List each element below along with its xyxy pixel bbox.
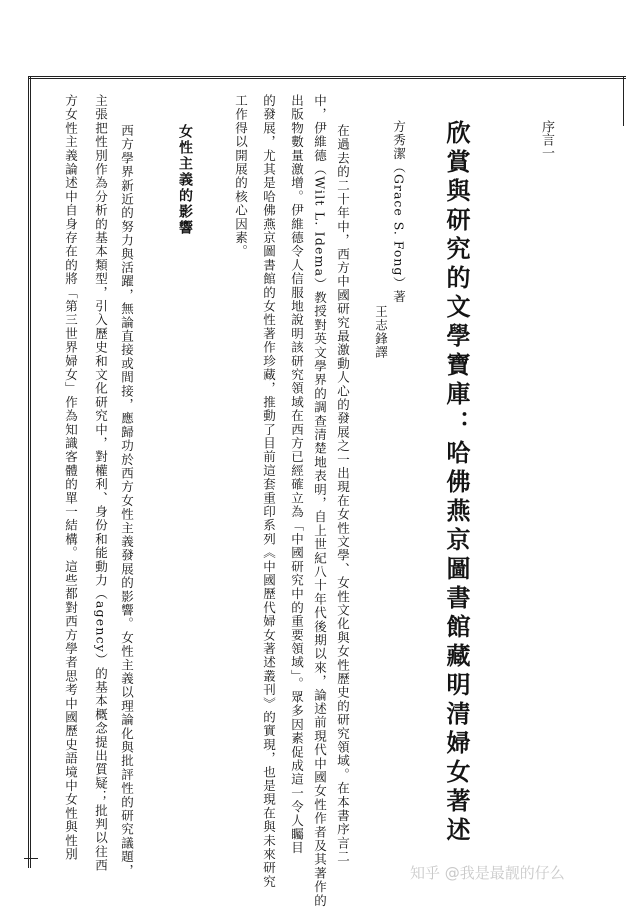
- page-frame-right-rule: [623, 76, 624, 126]
- intro-column-1: 在過去的二十年中，西方中國研究最激動人心的發展之一出現在女性文學、女性文化與女性歷史的研究領域。在本書序言二: [335, 124, 351, 864]
- section-column-3: 方女性主義論述中自身存在的將「第三世界婦女」作為知識客體的單一結構。這些都對西方學者思考中國歷史語境中女性與性別: [63, 94, 79, 862]
- title-line-1: 欣賞與研究的文學寶庫：: [442, 120, 471, 439]
- section-column-2: 主張把性別作為分析的基本類型，引入歷史和文化研究中，對權利、身份和能動力（agency）的基本概念提出質疑；批判以往西: [93, 94, 109, 873]
- intro-column-5: 工作得以開展的核心因素。: [233, 94, 249, 259]
- page-frame-top-rule: [28, 76, 626, 79]
- watermark: 知乎 @我是最靓的仔么: [410, 864, 565, 882]
- intro-column-2: 中，伊維德（Wilt L. Idema）教授對英文學界的調查清楚地表明，自上世紀八十年代後期以來，論述前現代中國女性作者及其著作的: [312, 94, 328, 908]
- page-frame-left-rule: [28, 76, 31, 868]
- intro-column-3: 出版物數量激增。伊維德令人信服地說明該研究領域在西方已經確立為「中國研究中的重要領域」。眾多因素促成這一令人矚目: [289, 94, 305, 855]
- section-label: 序言一: [539, 120, 554, 159]
- translator-line: 王志鋒譯: [373, 305, 389, 359]
- author-line: 方秀潔（Grace S. Fong）著: [391, 120, 407, 304]
- section-column-1: 西方學界新近的努力與活躍，無論直接或間接，應歸功於西方女性主義發展的影響。女性主義以理論化與批評性的研究議題，: [119, 124, 135, 878]
- section-heading: 女性主義的影響: [177, 124, 193, 236]
- margin-mark: [24, 858, 38, 859]
- title-line-2: 哈佛燕京圖書館藏明清婦女著述: [442, 440, 471, 846]
- intro-column-4: 的發展，尤其是哈佛燕京圖書館的女性著作珍藏，推動了目前這套重印系列《中國歷代婦女著述叢刊》的實現，也是現在與未來研究: [261, 94, 277, 889]
